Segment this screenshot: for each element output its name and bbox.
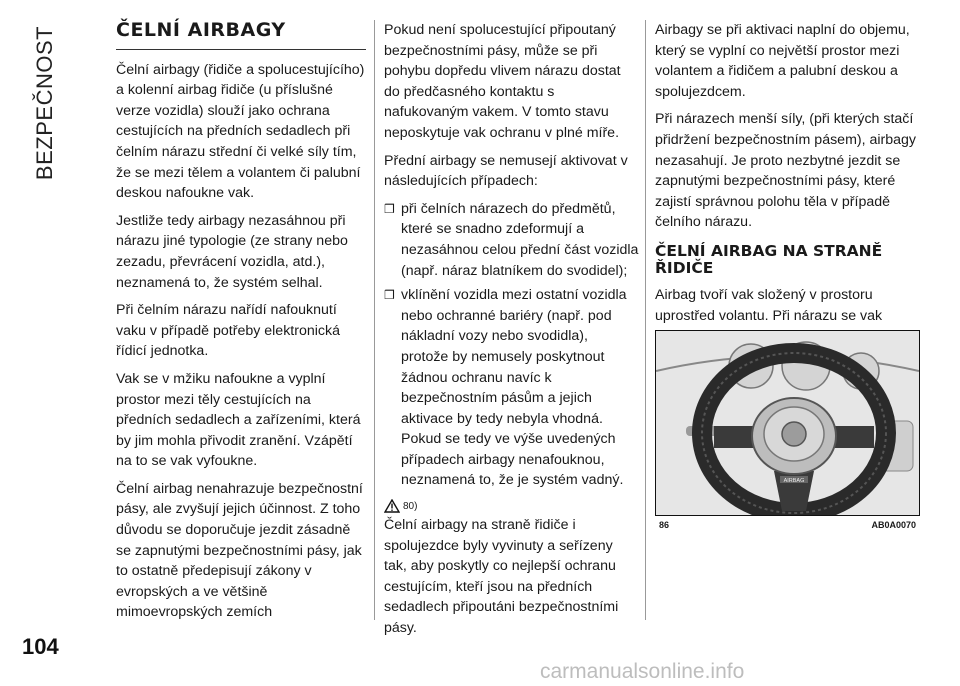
column-1 [116,20,366,630]
steering-wheel-figure [655,330,920,516]
list-item [384,199,639,281]
paragraph: Vak se v mžiku nafoukne a vyplní prostor mezi těly cestujících na předních sedadlech a zařízeními, která by jim mohla přivodit zranění. Vzápětí na to se vak vyfoukne. [116,370,361,470]
list-item-text: při čelních nárazech do předmětů, které se snadno zdeformují a nezasáhnou celou přední část vozidla (např. náraz blatníkem do svodidel); [401,200,639,279]
list-item [384,285,639,491]
section-tab [20,18,70,188]
warning-triangle-icon [384,499,400,513]
paragraph: Jestliže tedy airbagy nezasáhnou při nárazu jiné typologie (ze strany nebo zezadu, převrácení vozidla, atd.), neznamená to, že systém selhal. [116,212,348,291]
column-divider [645,20,646,620]
watermark: carmanualsonline.info [540,660,745,683]
paragraph: Čelní airbag nenahrazuje bezpečnostní pásy, ale zvyšují jejich účinnost. Z toho důvodu se doporučuje jezdit zásadně se zapnutými bezpečnostními pásy, jak to ostatně předepisují zákony v evropských a ve většině mimoevropských zemích [116,480,363,621]
subsection-title: ČELNÍ AIRBAG NA STRANĚ ŘIDIČE [655,241,883,277]
paragraph: Čelní airbagy na straně řidiče i spolujezdce byly vyvinuty a seřízeny tak, aby poskytly co nejlepší ochranu cestujícím, kteří jsou na předních sedadlech připoutáni bezpečnostními pásy. [384,517,619,637]
column-3 [655,20,920,354]
airbag-label: AIRBAG [783,478,805,484]
list-item-text: vklínění vozidla mezi ostatní vozidla nebo ochranné bariéry (např. pod nákladní vozy nebo svodidla), protože by nemusely poskytnout žádnou ochranu navíc k bezpečnostním pásům a jejich aktivace by tedy nebyla vhodná. Pokud se tedy ve výše uvedených případech airbagy nenafouknou, neznamená to, že je systém vadný. [401,287,627,489]
paragraph: Přední airbagy se nemusejí aktivovat v následujících případech: [384,152,628,190]
figure-code: AB0A0070 [871,520,916,530]
paragraph: Airbagy se při aktivaci naplní do objemu, který se vyplní co největší prostor mezi volantem a řidičem a palubní deskou a spolujezdcem. [655,22,910,100]
column-2 [384,20,639,646]
page-number: 104 [22,634,59,659]
steering-wheel-illustration [656,331,919,515]
section-title: ČELNÍ AIRBAGY [116,20,366,50]
paragraph: Při čelním nárazu nařídí nafouknutí vaku v případě potřeby elektronická řídicí jednotka. [116,302,340,360]
paragraph: Čelní airbagy (řidiče a spolucestujícího) a kolenní airbag řidiče (u příslušné verze vozidla) slouží jako ochrana cestujících na předních sedadlech při čelním nárazu střední či velké síly tím, že se mezi tělem a volantem či palubní deskou nafoukne vak. [116,61,365,202]
paragraph: Při nárazech menší síly, (při kterých stačí přidržení bezpečnostním pásem), airbagy nezasahují. Je proto nezbytné jezdit se zapnutými bezpečnostními pásy, které zajistí správnou polohu těla v případě čelního nárazu. [655,111,917,231]
checkbox-bullet-icon: ❒ [384,201,395,216]
bullet-list [384,199,639,491]
figure-caption [655,520,920,530]
paragraph: Pokud není spolucestující připoutaný bezpečnostními pásy, může se při pohybu dopředu vlivem nárazu dostat do předčasného kontaktu s nafukovaným vakem. V tomto stavu neposkytuje vak ochranu v plné míře. [384,22,621,141]
paragraph: Airbag tvoří vak složený v prostoru uprostřed volantu. Při nárazu se vak [655,286,883,324]
warning-reference-number: 80) [403,501,418,513]
figure-number: 86 [659,520,670,530]
section-tab-label: BEZPEČNOST [32,25,57,181]
checkbox-bullet-icon: ❒ [384,288,395,303]
warning-reference[interactable] [384,499,639,513]
column-divider [374,20,375,620]
